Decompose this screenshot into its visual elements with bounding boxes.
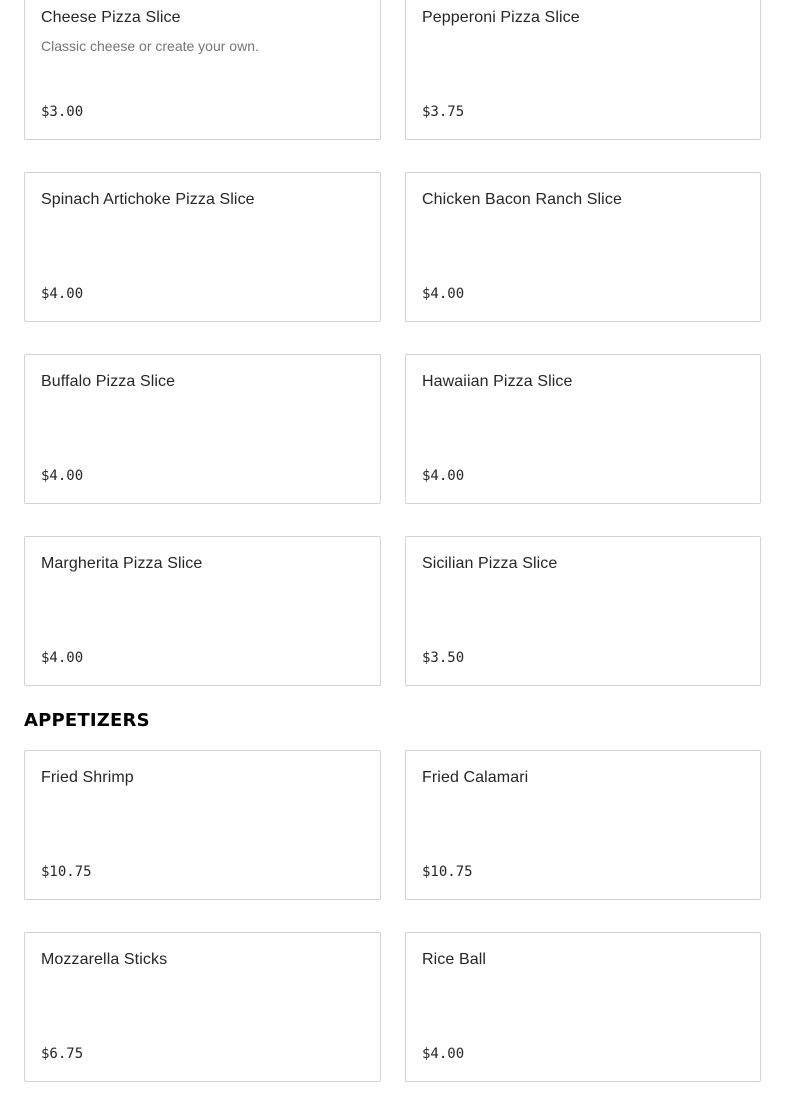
menu-item-price: $4.00 bbox=[422, 286, 465, 302]
menu-item-name: Cheese Pizza Slice bbox=[41, 9, 181, 26]
menu-item-name: Mozzarella Sticks bbox=[41, 951, 168, 968]
menu-item-price: $10.75 bbox=[422, 864, 473, 880]
menu-item-name: Spinach Artichoke Pizza Slice bbox=[41, 191, 255, 208]
menu-item-card[interactable] bbox=[24, 172, 381, 322]
menu-item-card[interactable] bbox=[405, 172, 761, 322]
menu-item-card[interactable] bbox=[405, 0, 761, 140]
menu-item-price: $10.75 bbox=[41, 864, 92, 880]
section-heading-appetizers: APPETIZERS bbox=[24, 710, 150, 731]
menu-item-price: $4.00 bbox=[422, 468, 465, 484]
menu-item-name: Hawaiian Pizza Slice bbox=[422, 373, 573, 390]
menu-item-price: $4.00 bbox=[41, 286, 84, 302]
menu-item-card[interactable] bbox=[24, 536, 381, 686]
menu-item-name: Fried Calamari bbox=[422, 769, 529, 786]
menu-item-name: Fried Shrimp bbox=[41, 769, 134, 786]
menu-item-name: Pepperoni Pizza Slice bbox=[422, 9, 580, 26]
menu-item-price: $4.00 bbox=[422, 1046, 465, 1062]
menu-item-price: $3.00 bbox=[41, 104, 84, 120]
menu-item-card[interactable] bbox=[405, 536, 761, 686]
menu-item-price: $4.00 bbox=[41, 468, 84, 484]
menu-item-name: Buffalo Pizza Slice bbox=[41, 373, 176, 390]
menu-item-card[interactable] bbox=[24, 932, 381, 1082]
menu-item-card[interactable] bbox=[24, 750, 381, 900]
menu-item-card[interactable] bbox=[405, 932, 761, 1082]
menu-item-name: Sicilian Pizza Slice bbox=[422, 555, 558, 572]
menu-item-name: Chicken Bacon Ranch Slice bbox=[422, 191, 622, 208]
menu-item-price: $3.50 bbox=[422, 650, 465, 666]
menu-item-price: $6.75 bbox=[41, 1046, 84, 1062]
menu-item-price: $3.75 bbox=[422, 104, 465, 120]
menu-item-card[interactable] bbox=[24, 354, 381, 504]
menu-item-price: $4.00 bbox=[41, 650, 84, 666]
menu-item-card[interactable] bbox=[405, 354, 761, 504]
menu-item-card[interactable] bbox=[24, 0, 381, 140]
menu-item-name: Rice Ball bbox=[422, 951, 487, 968]
menu-item-card[interactable] bbox=[405, 750, 761, 900]
pizza-slices-grid bbox=[24, 0, 761, 686]
menu-item-description: Classic cheese or create your own. bbox=[41, 38, 259, 54]
appetizers-grid bbox=[24, 750, 761, 1082]
menu-item-name: Margherita Pizza Slice bbox=[41, 555, 203, 572]
